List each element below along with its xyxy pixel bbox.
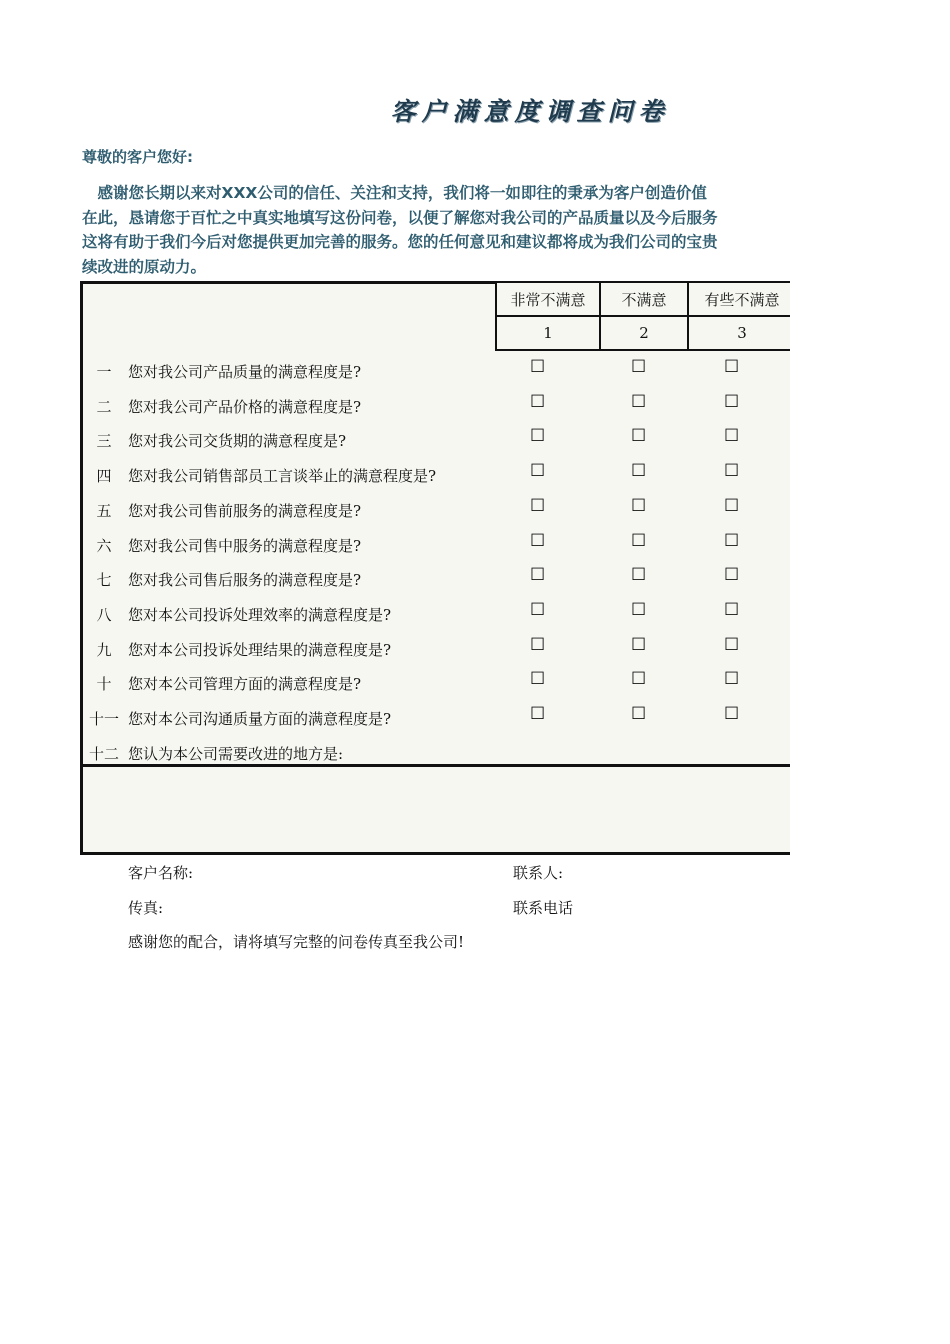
rating-checkbox-2[interactable]: ☐ xyxy=(631,530,647,551)
rating-checkbox-3[interactable]: ☐ xyxy=(724,530,740,551)
question-number: 十二 xyxy=(88,745,119,763)
question-number: 二 xyxy=(96,397,112,416)
rating-checkbox-2[interactable]: ☐ xyxy=(631,634,647,655)
rating-checkbox-2[interactable]: ☐ xyxy=(631,426,647,447)
rating-checkbox-1[interactable]: ☐ xyxy=(530,391,546,412)
question-text: 您对本公司投诉处理效率的满意程度是? xyxy=(128,605,392,624)
rating-checkbox-1[interactable]: ☐ xyxy=(530,357,546,377)
question-number: 五 xyxy=(96,501,112,520)
rating-checkbox-1[interactable]: ☐ xyxy=(530,565,546,586)
question-text: 您对我公司售前服务的满意程度是? xyxy=(128,501,362,520)
question-number: 九 xyxy=(96,640,112,659)
question-number: 八 xyxy=(96,605,112,624)
question-number: 三 xyxy=(96,432,112,451)
customer-name-label: 客户名称: xyxy=(128,864,194,882)
question-text: 您对我公司售中服务的满意程度是? xyxy=(128,536,362,555)
rating-checkbox-2[interactable]: ☐ xyxy=(631,461,647,482)
rating-checkbox-2[interactable]: ☐ xyxy=(631,599,647,620)
rating-checkbox-1[interactable]: ☐ xyxy=(530,461,546,482)
rating-checkbox-3[interactable]: ☐ xyxy=(724,565,740,586)
question-row xyxy=(82,667,802,701)
question-text: 您对我公司销售部员工言谈举止的满意程度是? xyxy=(128,467,437,486)
phone-label: 联系电话 xyxy=(513,899,574,917)
rating-checkbox-3[interactable]: ☐ xyxy=(724,599,740,620)
score-2: 2 xyxy=(599,315,689,351)
rating-checkbox-3[interactable]: ☐ xyxy=(724,669,740,690)
question-number: 七 xyxy=(96,571,112,590)
question-row xyxy=(82,424,802,458)
intro-paragraph xyxy=(82,181,790,279)
question-number: 四 xyxy=(96,467,112,486)
question-number: 十 xyxy=(96,675,112,694)
question-row xyxy=(82,529,802,563)
question-row xyxy=(82,563,802,597)
rating-checkbox-3[interactable]: ☐ xyxy=(724,391,740,412)
thanks-note: 感谢您的配合，请将填写完整的问卷传真至我公司! xyxy=(128,933,465,951)
intro-line: 续改进的原动力。 xyxy=(82,257,207,276)
header-somewhat-dissatisfied: 有些不满意 xyxy=(687,281,797,317)
question-row xyxy=(82,633,802,667)
question-text: 您认为本公司需要改进的地方是: xyxy=(128,745,344,763)
rating-checkbox-2[interactable]: ☐ xyxy=(631,669,647,690)
improvement-answer-area[interactable] xyxy=(83,767,790,852)
question-text: 您对本公司投诉处理结果的满意程度是? xyxy=(128,640,392,659)
header-dissatisfied: 不满意 xyxy=(599,281,689,317)
question-number: 十一 xyxy=(88,710,119,728)
question-number: 一 xyxy=(96,363,112,381)
question-row xyxy=(82,598,802,632)
rating-checkbox-1[interactable]: ☐ xyxy=(530,704,546,724)
page-title: 客户满意度调查问卷 xyxy=(390,97,670,126)
question-text: 您对我公司产品质量的满意程度是? xyxy=(128,363,362,381)
question-row xyxy=(82,702,802,736)
score-1: 1 xyxy=(495,315,601,351)
rating-checkbox-2[interactable]: ☐ xyxy=(631,495,647,516)
rating-checkbox-2[interactable]: ☐ xyxy=(631,565,647,586)
question-text: 您对我公司交货期的满意程度是? xyxy=(128,432,347,451)
rating-checkbox-1[interactable]: ☐ xyxy=(530,634,546,655)
intro-line: 这将有助于我们今后对您提供更加完善的服务。您的任何意见和建议都将成为我们公司的宝贵 xyxy=(82,233,718,252)
rating-checkbox-2[interactable]: ☐ xyxy=(631,357,647,377)
intro-line: 感谢您长期以来对XXX公司的信任、关注和支持，我们将一如即往的秉承为客户创造价值 xyxy=(82,184,707,202)
contact-label: 联系人: xyxy=(513,864,564,882)
rating-checkbox-2[interactable]: ☐ xyxy=(631,391,647,412)
intro-line: 在此，恳请您于百忙之中真实地填写这份问卷，以便了解您对我公司的产品质量以及今后服务 xyxy=(82,208,718,227)
rating-checkbox-1[interactable]: ☐ xyxy=(530,669,546,690)
question-row xyxy=(82,459,802,493)
rating-checkbox-3[interactable]: ☐ xyxy=(724,634,740,655)
question-row xyxy=(82,390,802,424)
score-3: 3 xyxy=(687,315,797,351)
rating-checkbox-1[interactable]: ☐ xyxy=(530,599,546,620)
question-row xyxy=(82,494,802,528)
rating-checkbox-1[interactable]: ☐ xyxy=(530,530,546,551)
rating-checkbox-3[interactable]: ☐ xyxy=(724,704,740,724)
rating-checkbox-1[interactable]: ☐ xyxy=(530,495,546,516)
question-text: 您对本公司沟通质量方面的满意程度是? xyxy=(128,710,392,728)
rating-checkbox-3[interactable]: ☐ xyxy=(724,495,740,516)
fax-label: 传真: xyxy=(128,899,164,917)
rating-checkbox-2[interactable]: ☐ xyxy=(631,704,647,724)
question-number: 六 xyxy=(96,536,112,555)
greeting: 尊敬的客户您好: xyxy=(82,148,193,166)
rating-checkbox-1[interactable]: ☐ xyxy=(530,426,546,447)
question-text: 您对本公司管理方面的满意程度是? xyxy=(128,675,362,694)
rating-checkbox-3[interactable]: ☐ xyxy=(724,426,740,447)
header-very-dissatisfied: 非常不满意 xyxy=(495,281,601,317)
rating-checkbox-3[interactable]: ☐ xyxy=(724,461,740,482)
question-text: 您对我公司产品价格的满意程度是? xyxy=(128,397,362,416)
rating-checkbox-3[interactable]: ☐ xyxy=(724,357,740,377)
question-row xyxy=(82,355,802,389)
question-text: 您对我公司售后服务的满意程度是? xyxy=(128,571,362,590)
page-edge xyxy=(790,270,950,870)
